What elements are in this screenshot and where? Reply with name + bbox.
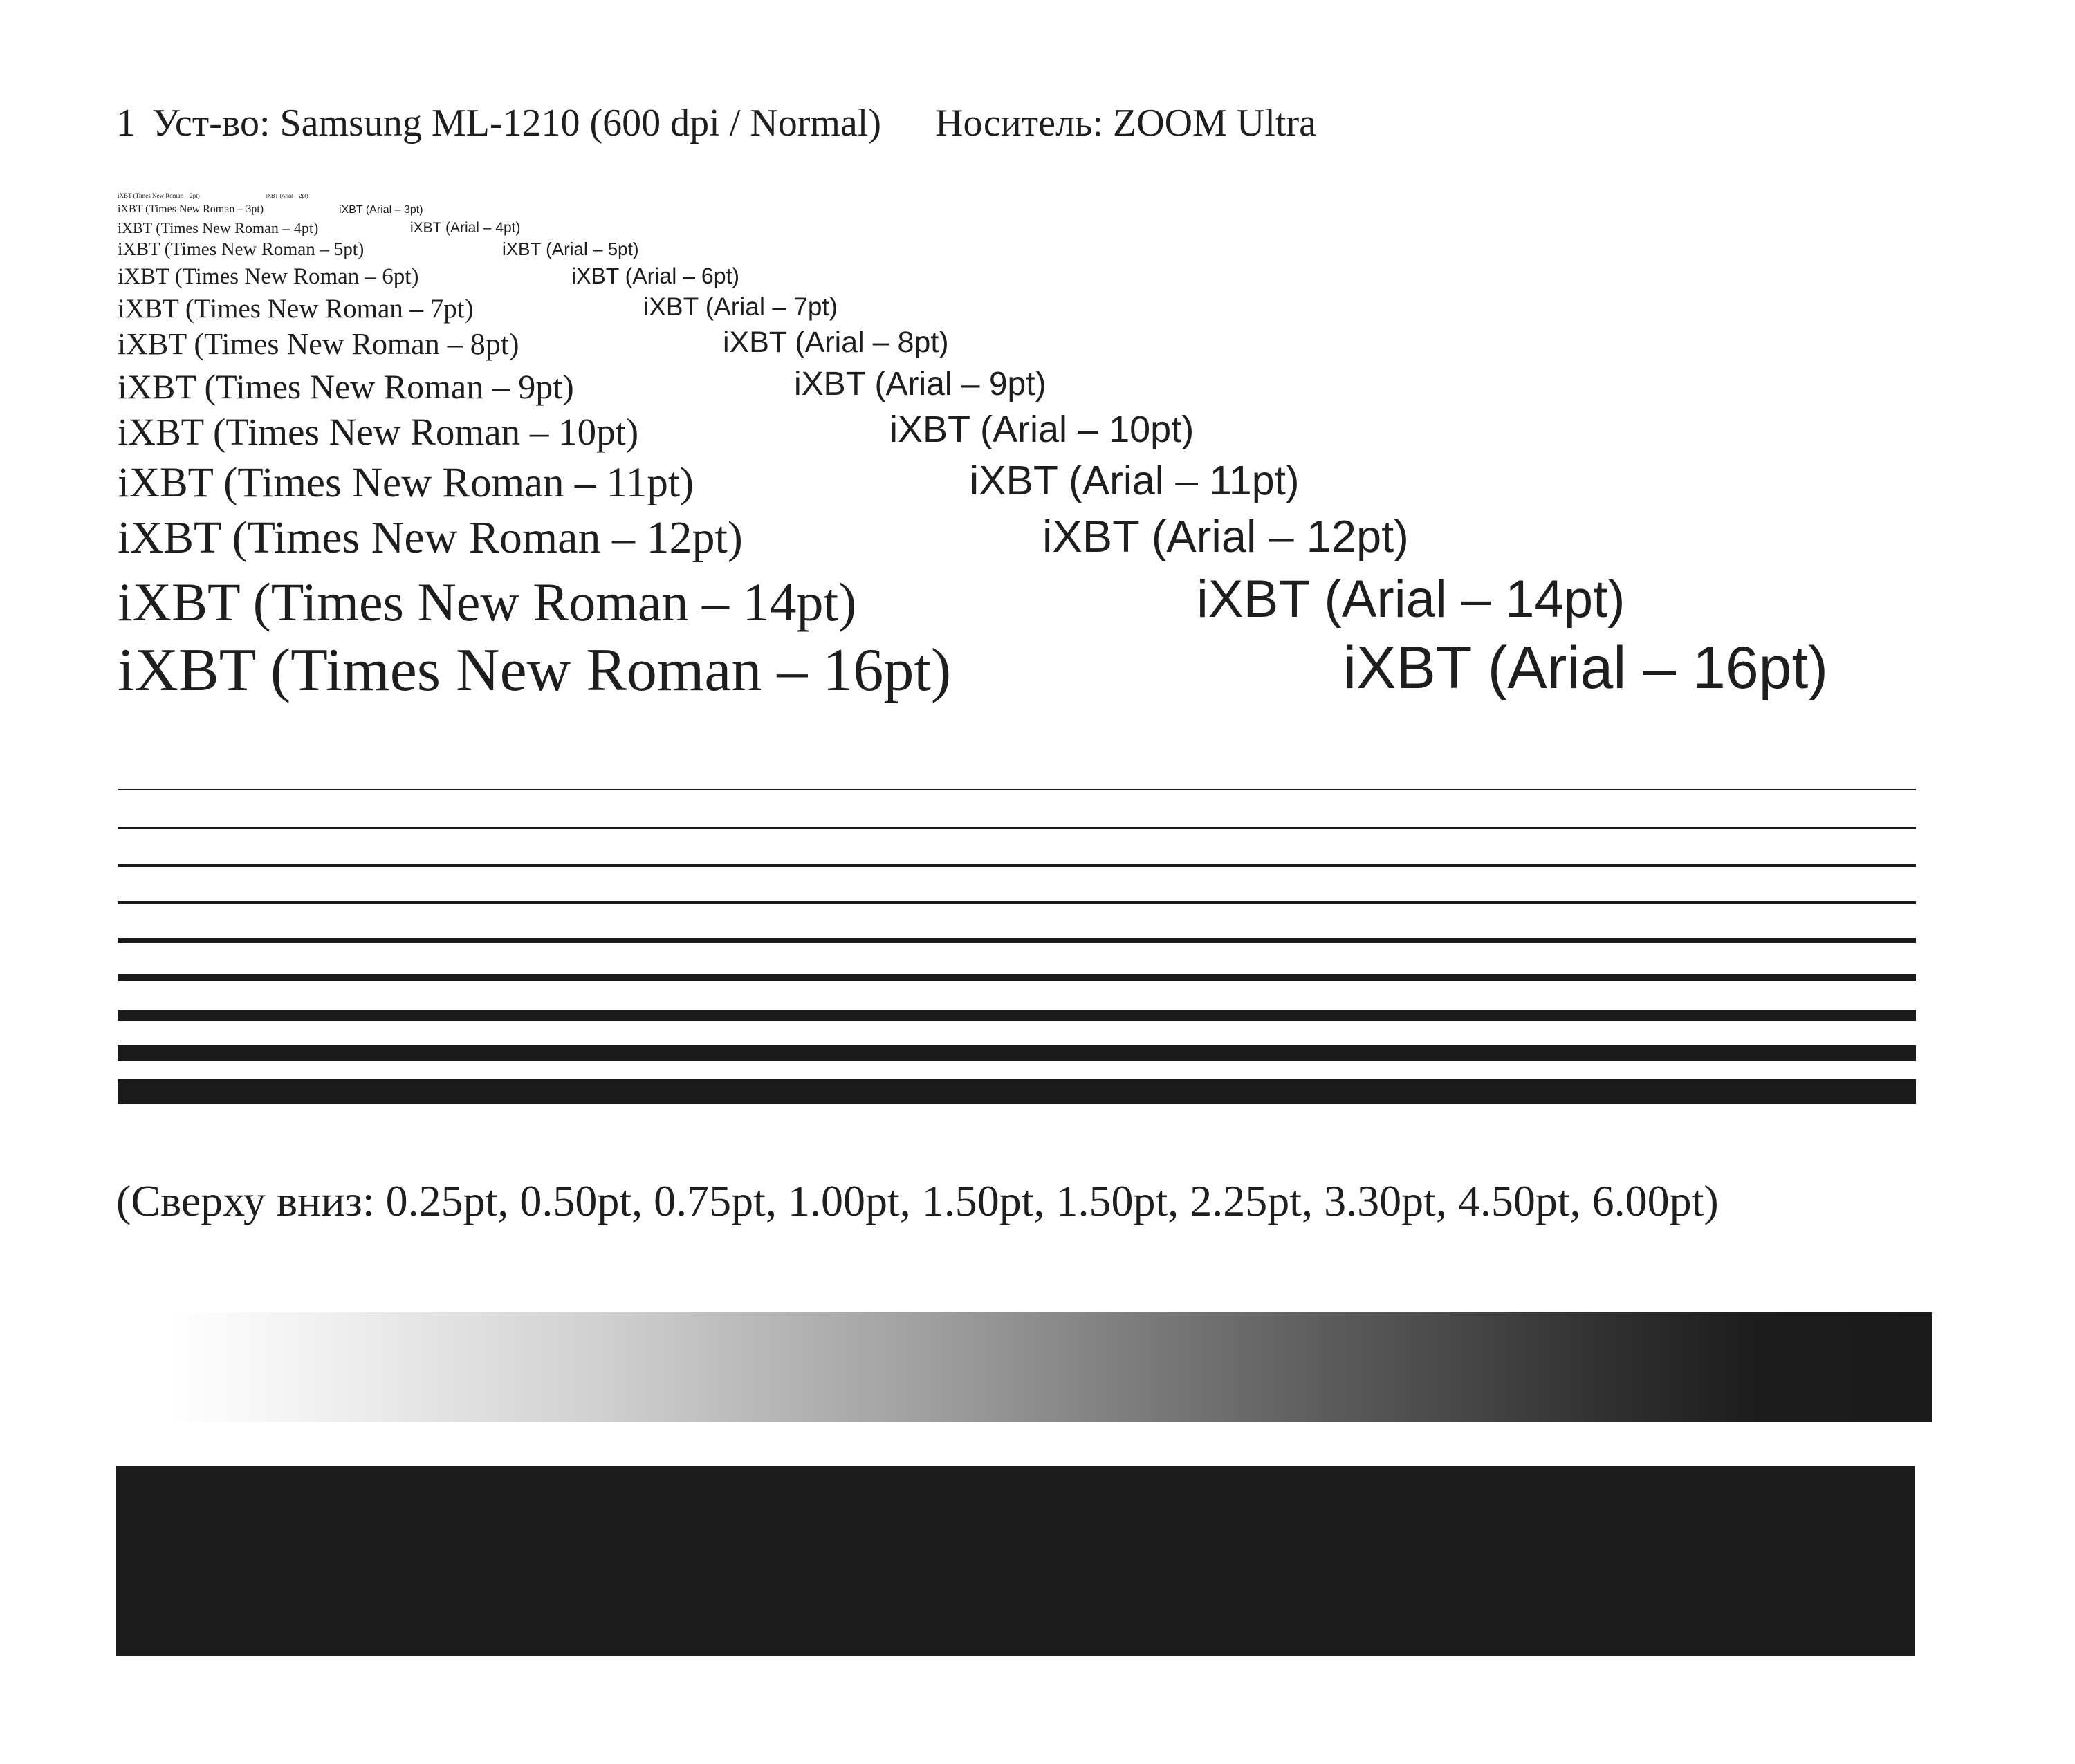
- sample-arial-12pt: iXBT (Arial – 12pt): [1042, 511, 1409, 561]
- sample-times-14pt: iXBT (Times New Roman – 14pt): [118, 572, 857, 632]
- sample-arial-9pt: iXBT (Arial – 9pt): [794, 366, 1046, 402]
- rule-line: [118, 1010, 1916, 1021]
- sample-arial-4pt: iXBT (Arial – 4pt): [410, 220, 521, 236]
- sample-arial-6pt: iXBT (Arial – 6pt): [571, 263, 740, 288]
- page-header: [116, 102, 1316, 145]
- page-number: 1: [116, 102, 136, 145]
- device-label: Уст-во: Samsung ML-1210 (600 dpi / Normal): [152, 102, 881, 145]
- sample-times-3pt: iXBT (Times New Roman – 3pt): [118, 203, 264, 215]
- sample-arial-14pt: iXBT (Arial – 14pt): [1197, 570, 1625, 629]
- line-weight-caption: (Сверху вниз: 0.25pt, 0.50pt, 0.75pt, 1.00pt, 1.50pt, 1.50pt, 2.25pt, 3.30pt, 4.50pt, 6.00pt): [116, 1176, 1719, 1225]
- sample-arial-3pt: iXBT (Arial – 3pt): [339, 204, 423, 216]
- rule-line: [118, 974, 1916, 981]
- sample-arial-8pt: iXBT (Arial – 8pt): [723, 326, 949, 359]
- rule-line: [118, 827, 1916, 829]
- sample-arial-11pt: iXBT (Arial – 11pt): [970, 458, 1300, 503]
- sample-times-9pt: iXBT (Times New Roman – 9pt): [118, 367, 574, 406]
- sample-arial-10pt: iXBT (Arial – 10pt): [889, 409, 1195, 450]
- sample-times-12pt: iXBT (Times New Roman – 12pt): [118, 512, 743, 563]
- sample-times-4pt: iXBT (Times New Roman – 4pt): [118, 219, 319, 236]
- sample-times-10pt: iXBT (Times New Roman – 10pt): [118, 411, 639, 453]
- media-label: Носитель: ZOOM Ultra: [935, 102, 1316, 145]
- sample-times-7pt: iXBT (Times New Roman – 7pt): [118, 294, 474, 324]
- sample-times-16pt: iXBT (Times New Roman – 16pt): [118, 637, 952, 704]
- sample-arial-5pt: iXBT (Arial – 5pt): [502, 239, 639, 259]
- sample-arial-7pt: iXBT (Arial – 7pt): [643, 293, 838, 321]
- solid-fill-bar: [116, 1466, 1915, 1656]
- rule-line: [118, 1079, 1916, 1104]
- rule-line: [118, 901, 1916, 904]
- rule-line: [118, 864, 1916, 867]
- sample-times-2pt: iXBT (Times New Roman – 2pt): [118, 192, 200, 199]
- sample-times-8pt: iXBT (Times New Roman – 8pt): [118, 327, 519, 361]
- grayscale-gradient-bar: [166, 1312, 1932, 1422]
- rule-line: [118, 938, 1916, 943]
- sample-arial-16pt: iXBT (Arial – 16pt): [1343, 635, 1829, 701]
- rule-line: [118, 789, 1916, 790]
- sample-times-6pt: iXBT (Times New Roman – 6pt): [118, 264, 419, 289]
- rule-line: [118, 1045, 1916, 1061]
- sample-arial-2pt: iXBT (Arial – 2pt): [266, 193, 308, 199]
- sample-times-5pt: iXBT (Times New Roman – 5pt): [118, 239, 365, 259]
- sample-times-11pt: iXBT (Times New Roman – 11pt): [118, 460, 694, 506]
